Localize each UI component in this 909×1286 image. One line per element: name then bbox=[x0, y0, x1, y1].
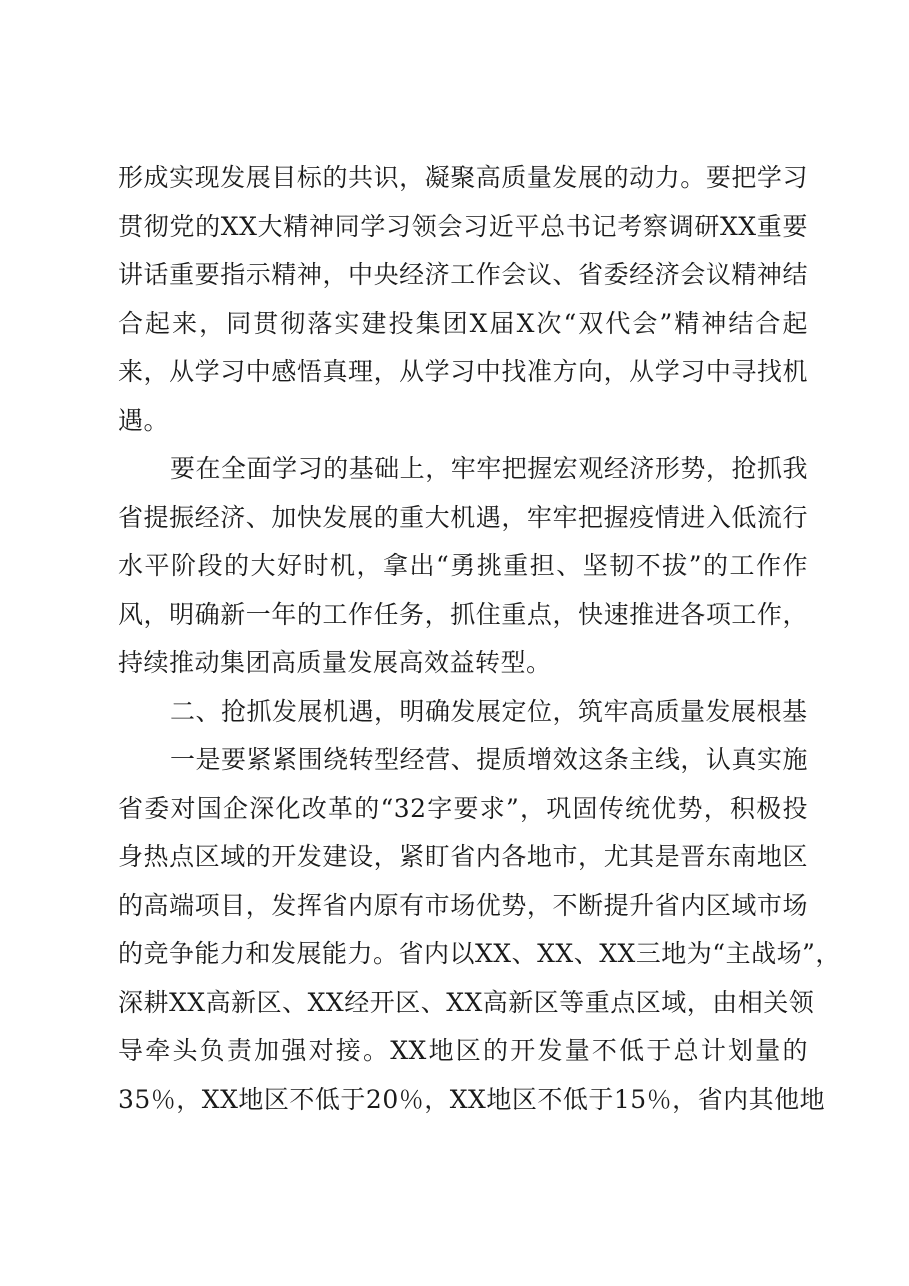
text-line: 深耕XX高新区、XX经开区、XX高新区等重点区域，由相关领 bbox=[118, 987, 815, 1017]
text-line: 形成实现发展目标的共识，凝聚高质量发展的动力。要把学习 bbox=[118, 163, 808, 192]
text-line: 导牵头负责加强对接。XX地区的开发量不低于总计划量的 bbox=[118, 1036, 808, 1065]
text-line: 一是要紧紧围绕转型经营、提质增效这条主线，认真实施 bbox=[170, 745, 808, 774]
text-line: 省委对国企深化改革的“32字要求”，巩固传统优势，积极投 bbox=[118, 793, 808, 823]
text-line: 合起来，同贯彻落实建投集团X届X次“双代会”精神结合起 bbox=[118, 308, 808, 338]
text-line: 贯彻党的XX大精神同学习领会习近平总书记考察调研XX重要 bbox=[118, 211, 808, 241]
text-line: 遇。 bbox=[118, 405, 170, 435]
document-body bbox=[118, 154, 841, 1124]
text-line: 身热点区域的开发建设，紧盯省内各地市，尤其是晋东南地区 bbox=[118, 842, 808, 871]
heading-text: 二、抢抓发展机遇，明确发展定位，筑牢高质量发展根基 bbox=[170, 696, 808, 726]
text-line: 来，从学习中感悟真理，从学习中找准方向，从学习中寻找机 bbox=[118, 357, 808, 386]
text-line: 35％，XX地区不低于20％，XX地区不低于15％，省内其他地 bbox=[118, 1084, 826, 1114]
text-line: 持续推动集团高质量发展高效益转型。 bbox=[118, 648, 552, 677]
paragraph-3 bbox=[118, 736, 841, 1124]
text-line: 风，明确新一年的工作任务，抓住重点，快速推进各项工作， bbox=[118, 599, 808, 629]
paragraph-1 bbox=[118, 154, 808, 445]
text-line: 要在全面学习的基础上，牢牢把握宏观经济形势，抢抓我 bbox=[170, 454, 808, 483]
text-line: 讲话重要指示精神，中央经济工作会议、省委经济会议精神结 bbox=[118, 260, 808, 289]
text-line: 的竞争能力和发展能力。省内以XX、XX、XX三地为“主战场”， bbox=[118, 939, 841, 968]
paragraph-2 bbox=[118, 445, 808, 688]
text-line: 的高端项目，发挥省内原有市场优势，不断提升省内区域市场 bbox=[118, 890, 808, 920]
text-line: 水平阶段的大好时机，拿出“勇挑重担、坚韧不拔”的工作作 bbox=[118, 551, 808, 580]
section-heading bbox=[118, 688, 808, 737]
text-line: 省提振经济、加快发展的重大机遇，牢牢把握疫情进入低流行 bbox=[118, 502, 808, 532]
